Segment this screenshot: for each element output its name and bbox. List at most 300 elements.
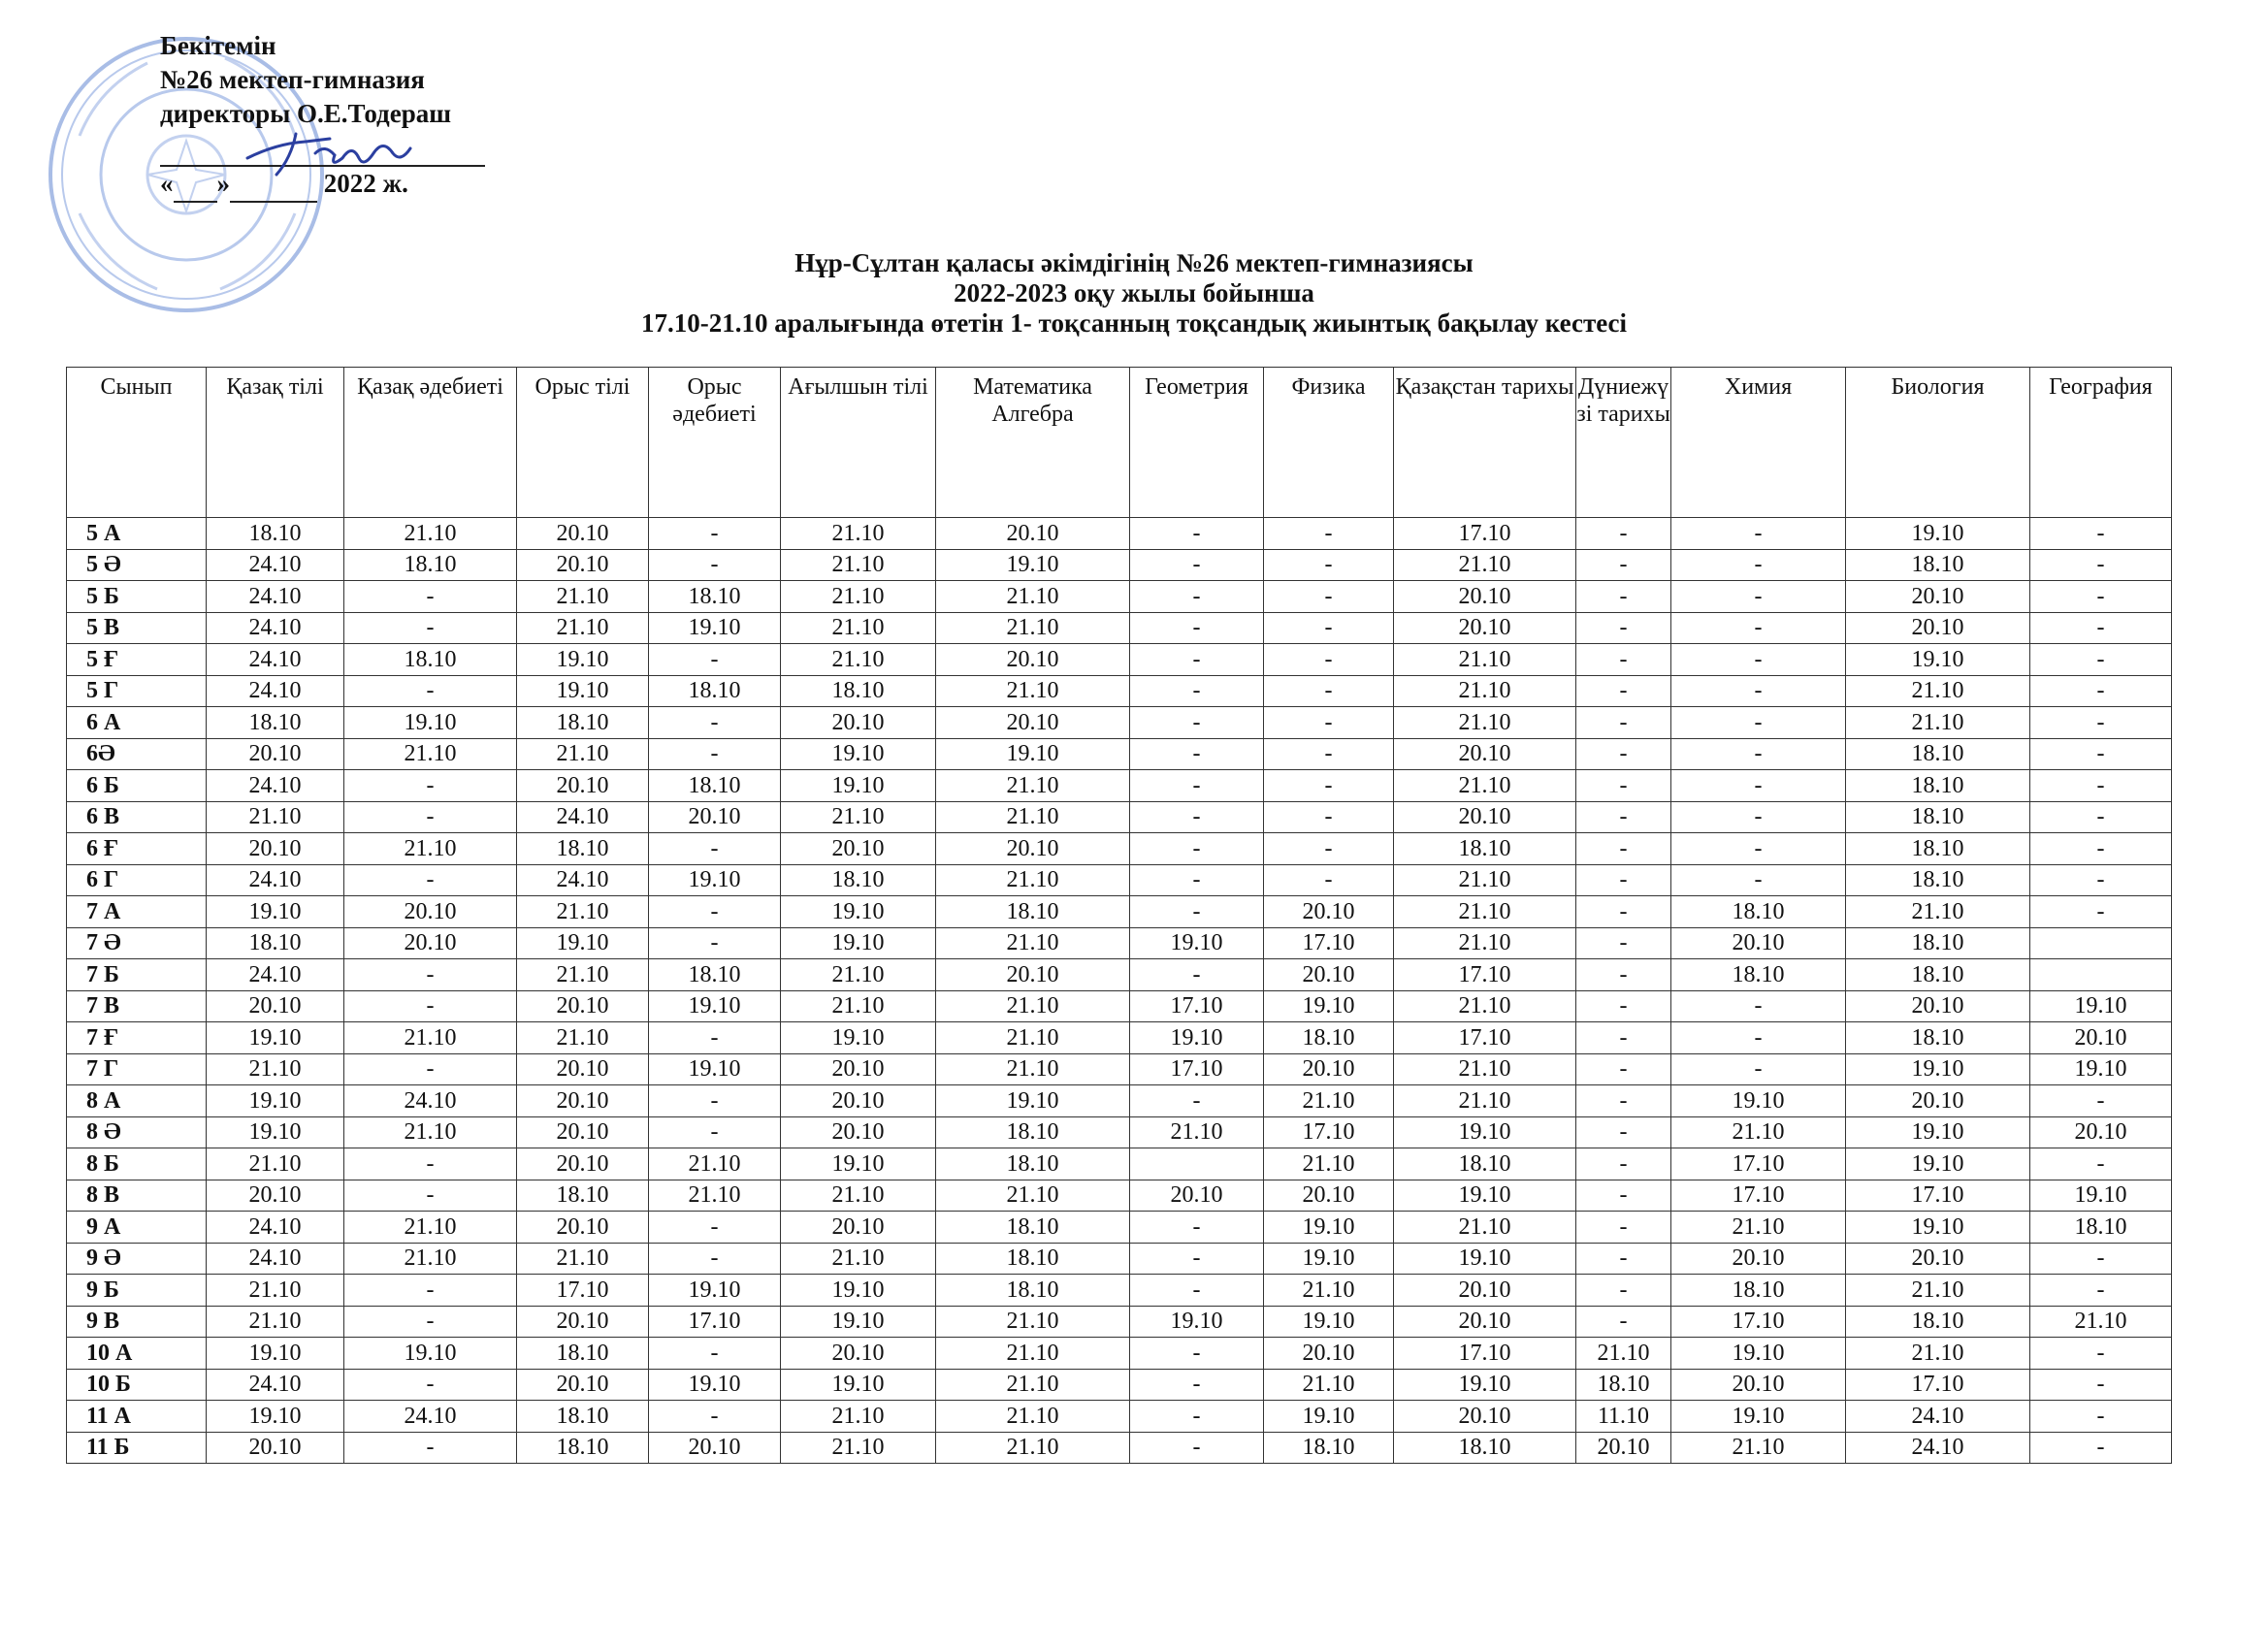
date-cell: 21.10 <box>781 959 936 991</box>
date-cell: 19.10 <box>1394 1369 1576 1401</box>
date-cell: 19.10 <box>1671 1338 1846 1370</box>
date-cell: - <box>1576 1148 1671 1180</box>
date-cell: 21.10 <box>1394 644 1576 676</box>
date-cell: 18.10 <box>1394 833 1576 865</box>
date-cell: - <box>1671 738 1846 770</box>
date-cell: 19.10 <box>1130 927 1264 959</box>
date-cell: 19.10 <box>781 770 936 802</box>
date-cell: 21.10 <box>2030 1306 2172 1338</box>
date-cell: 20.10 <box>517 1116 649 1148</box>
date-cell: - <box>1671 990 1846 1022</box>
date-cell: 24.10 <box>207 612 344 644</box>
date-cell: 21.10 <box>936 1306 1130 1338</box>
date-cell: - <box>649 707 781 739</box>
date-cell: - <box>1576 801 1671 833</box>
date-cell: 20.10 <box>649 801 781 833</box>
date-cell: - <box>1264 707 1394 739</box>
date-cell: 17.10 <box>1671 1148 1846 1180</box>
date-cell: 20.10 <box>1394 801 1576 833</box>
date-cell: - <box>2030 518 2172 550</box>
date-cell: 18.10 <box>1576 1369 1671 1401</box>
date-cell: 21.10 <box>1394 675 1576 707</box>
header-cell: Биология <box>1846 368 2030 518</box>
date-cell: 17.10 <box>1671 1180 1846 1212</box>
date-cell: 19.10 <box>781 1022 936 1054</box>
date-cell: 21.10 <box>936 1180 1130 1212</box>
date-cell: - <box>2030 644 2172 676</box>
date-cell: - <box>1264 549 1394 581</box>
date-cell: 24.10 <box>344 1401 517 1433</box>
title-line-3: 17.10-21.10 аралығында өтетін 1- тоқсанның тоқсандық жиынтық бақылау кестесі <box>640 308 1628 338</box>
class-name-cell: 9 А <box>67 1212 207 1244</box>
date-cell: 20.10 <box>1394 738 1576 770</box>
date-cell: - <box>1576 612 1671 644</box>
date-cell: 20.10 <box>517 990 649 1022</box>
header-cell: Математика Алгебра <box>936 368 1130 518</box>
date-cell: - <box>649 1085 781 1117</box>
date-cell: - <box>1264 833 1394 865</box>
date-cell: - <box>1264 675 1394 707</box>
date-cell: 19.10 <box>1846 518 2030 550</box>
date-cell: 19.10 <box>649 1275 781 1307</box>
date-cell: - <box>1671 1053 1846 1085</box>
date-cell: - <box>1576 707 1671 739</box>
class-name-cell: 11 Б <box>67 1432 207 1464</box>
date-cell: 20.10 <box>936 518 1130 550</box>
date-cell: 21.10 <box>517 896 649 928</box>
class-name-cell: 8 Ә <box>67 1116 207 1148</box>
date-cell: - <box>1671 675 1846 707</box>
date-cell: - <box>2030 864 2172 896</box>
date-cell: 19.10 <box>1394 1116 1576 1148</box>
date-cell: - <box>649 896 781 928</box>
date-cell: 18.10 <box>649 770 781 802</box>
class-name-cell: 6 Г <box>67 864 207 896</box>
date-cell: 17.10 <box>1394 959 1576 991</box>
date-cell: 17.10 <box>1671 1306 1846 1338</box>
date-cell <box>2030 927 2172 959</box>
date-cell: - <box>1130 770 1264 802</box>
date-cell: 19.10 <box>344 707 517 739</box>
date-cell: - <box>649 644 781 676</box>
date-cell: - <box>1671 581 1846 613</box>
date-cell: 21.10 <box>1130 1116 1264 1148</box>
date-cell: - <box>344 581 517 613</box>
date-cell: 21.10 <box>781 581 936 613</box>
date-cell: - <box>1671 1022 1846 1054</box>
header-cell: Орыс тілі <box>517 368 649 518</box>
date-cell: - <box>2030 738 2172 770</box>
date-cell: - <box>1576 1243 1671 1275</box>
date-cell: 20.10 <box>344 927 517 959</box>
date-cell: - <box>344 770 517 802</box>
table-row <box>67 1022 2172 1054</box>
date-cell: 21.10 <box>1846 1275 2030 1307</box>
table-header-row <box>67 368 2172 518</box>
table-row <box>67 1053 2172 1085</box>
class-name-cell: 9 Б <box>67 1275 207 1307</box>
class-name-cell: 7 Г <box>67 1053 207 1085</box>
date-cell: 21.10 <box>1671 1432 1846 1464</box>
date-cell: 18.10 <box>1846 833 2030 865</box>
date-cell: 17.10 <box>1394 518 1576 550</box>
date-cell: 19.10 <box>1394 1243 1576 1275</box>
date-cell: - <box>1576 770 1671 802</box>
date-cell: 18.10 <box>207 518 344 550</box>
date-cell: 18.10 <box>207 707 344 739</box>
date-cell: 21.10 <box>344 1116 517 1148</box>
date-cell: 18.10 <box>517 1432 649 1464</box>
date-cell: 19.10 <box>1264 1243 1394 1275</box>
class-name-cell: 6 Ғ <box>67 833 207 865</box>
header-cell: Дүниежүзі тарихы <box>1576 368 1671 518</box>
date-cell: 19.10 <box>2030 1053 2172 1085</box>
date-cell: - <box>2030 1401 2172 1433</box>
date-cell: - <box>1130 1338 1264 1370</box>
table-row <box>67 675 2172 707</box>
table-row <box>67 549 2172 581</box>
table-row <box>67 896 2172 928</box>
date-cell: - <box>1264 864 1394 896</box>
class-name-cell: 9 Ә <box>67 1243 207 1275</box>
date-cell: 21.10 <box>1846 896 2030 928</box>
date-cell: 18.10 <box>649 959 781 991</box>
class-name-cell: 6Ә <box>67 738 207 770</box>
date-cell: 18.10 <box>2030 1212 2172 1244</box>
date-cell: - <box>1576 644 1671 676</box>
class-name-cell: 8 А <box>67 1085 207 1117</box>
date-cell: 19.10 <box>207 896 344 928</box>
date-cell: 19.10 <box>1846 644 2030 676</box>
date-cell: 19.10 <box>781 1148 936 1180</box>
date-cell: 21.10 <box>517 959 649 991</box>
date-cell: - <box>1264 581 1394 613</box>
date-cell: - <box>649 738 781 770</box>
date-cell: - <box>1264 644 1394 676</box>
date-cell: - <box>1264 612 1394 644</box>
date-cell: 21.10 <box>344 738 517 770</box>
date-cell: 21.10 <box>207 1275 344 1307</box>
date-cell: 20.10 <box>936 833 1130 865</box>
date-cell: 21.10 <box>781 801 936 833</box>
class-name-cell: 5 Ғ <box>67 644 207 676</box>
date-cell: 18.10 <box>1671 959 1846 991</box>
date-cell: 24.10 <box>207 644 344 676</box>
date-cell: 21.10 <box>936 864 1130 896</box>
date-cell: - <box>1576 927 1671 959</box>
date-cell: 19.10 <box>207 1116 344 1148</box>
date-cell: 21.10 <box>1394 1085 1576 1117</box>
date-cell: 19.10 <box>207 1022 344 1054</box>
date-cell: 20.10 <box>1264 959 1394 991</box>
date-cell: 11.10 <box>1576 1401 1671 1433</box>
table-row <box>67 1432 2172 1464</box>
date-cell: - <box>1130 864 1264 896</box>
date-cell: 20.10 <box>517 770 649 802</box>
date-cell: 21.10 <box>1394 1212 1576 1244</box>
date-cell: 19.10 <box>1264 1306 1394 1338</box>
date-cell: 20.10 <box>1846 990 2030 1022</box>
date-cell: 21.10 <box>1394 770 1576 802</box>
class-name-cell: 7 А <box>67 896 207 928</box>
date-cell: 19.10 <box>344 1338 517 1370</box>
date-cell: 21.10 <box>1394 927 1576 959</box>
date-cell: 18.10 <box>781 675 936 707</box>
date-cell: 20.10 <box>1264 896 1394 928</box>
date-cell: 20.10 <box>517 1306 649 1338</box>
date-cell: 18.10 <box>1671 896 1846 928</box>
table-row <box>67 1338 2172 1370</box>
date-cell: - <box>1576 738 1671 770</box>
date-cell: - <box>649 1243 781 1275</box>
date-cell: 20.10 <box>1671 1369 1846 1401</box>
table-row <box>67 644 2172 676</box>
class-name-cell: 5 А <box>67 518 207 550</box>
document-title <box>0 248 2268 339</box>
class-name-cell: 7 Ғ <box>67 1022 207 1054</box>
date-cell: - <box>649 549 781 581</box>
date-cell: 21.10 <box>344 518 517 550</box>
date-cell: - <box>649 1022 781 1054</box>
date-cell: 21.10 <box>344 833 517 865</box>
date-cell: - <box>1576 518 1671 550</box>
date-cell: 21.10 <box>649 1180 781 1212</box>
date-cell: 20.10 <box>1264 1053 1394 1085</box>
date-cell: 18.10 <box>936 1212 1130 1244</box>
class-name-cell: 7 Б <box>67 959 207 991</box>
date-cell: 21.10 <box>936 1432 1130 1464</box>
date-cell: 21.10 <box>936 581 1130 613</box>
date-cell: - <box>1576 1053 1671 1085</box>
date-cell: 21.10 <box>936 1401 1130 1433</box>
date-cell: 19.10 <box>1130 1022 1264 1054</box>
date-cell: - <box>2030 896 2172 928</box>
date-cell: 20.10 <box>781 833 936 865</box>
table-row <box>67 1148 2172 1180</box>
date-cell: 21.10 <box>344 1212 517 1244</box>
date-cell: - <box>649 1401 781 1433</box>
date-cell: - <box>1130 518 1264 550</box>
date-cell: 21.10 <box>781 1180 936 1212</box>
date-cell: 24.10 <box>207 1243 344 1275</box>
date-cell: - <box>649 1338 781 1370</box>
date-cell: - <box>1130 1212 1264 1244</box>
date-cell: 20.10 <box>1394 1275 1576 1307</box>
date-cell: - <box>2030 675 2172 707</box>
date-cell: 20.10 <box>1846 612 2030 644</box>
class-name-cell: 8 В <box>67 1180 207 1212</box>
date-cell: - <box>1671 549 1846 581</box>
date-cell: 18.10 <box>1846 738 2030 770</box>
date-cell: 21.10 <box>781 518 936 550</box>
date-cell: 19.10 <box>781 1369 936 1401</box>
date-cell: - <box>344 959 517 991</box>
date-open-quote: « <box>160 169 174 198</box>
date-cell: - <box>1130 1085 1264 1117</box>
approval-line-1: Бекітемін <box>160 31 276 60</box>
date-cell: 18.10 <box>1846 927 2030 959</box>
date-cell: 18.10 <box>1846 549 2030 581</box>
date-cell: - <box>344 1369 517 1401</box>
date-cell: 21.10 <box>936 675 1130 707</box>
date-cell: - <box>1576 1180 1671 1212</box>
table-row <box>67 801 2172 833</box>
date-cell: 20.10 <box>649 1432 781 1464</box>
date-cell: 24.10 <box>207 675 344 707</box>
date-cell: 20.10 <box>517 1085 649 1117</box>
date-cell: 21.10 <box>207 1306 344 1338</box>
date-cell: 18.10 <box>936 1275 1130 1307</box>
date-cell: 20.10 <box>517 1212 649 1244</box>
date-cell: 18.10 <box>649 675 781 707</box>
date-cell: 20.10 <box>1394 1401 1576 1433</box>
date-cell: 21.10 <box>1264 1275 1394 1307</box>
date-cell: 21.10 <box>1394 864 1576 896</box>
date-cell: 18.10 <box>1846 770 2030 802</box>
date-cell: 20.10 <box>1671 1243 1846 1275</box>
class-name-cell: 6 Б <box>67 770 207 802</box>
date-cell: 20.10 <box>781 707 936 739</box>
date-cell: - <box>1264 738 1394 770</box>
table-row <box>67 927 2172 959</box>
class-name-cell: 6 А <box>67 707 207 739</box>
date-cell: 21.10 <box>1846 707 2030 739</box>
date-cell: - <box>1130 1401 1264 1433</box>
date-cell: - <box>2030 1243 2172 1275</box>
date-cell: 20.10 <box>1264 1338 1394 1370</box>
date-cell: 20.10 <box>781 1116 936 1148</box>
date-cell: 19.10 <box>936 1085 1130 1117</box>
date-cell: 24.10 <box>517 864 649 896</box>
date-cell: 21.10 <box>1394 990 1576 1022</box>
date-cell: 24.10 <box>344 1085 517 1117</box>
date-cell: 17.10 <box>1264 927 1394 959</box>
header-cell: Химия <box>1671 368 1846 518</box>
date-cell: 20.10 <box>781 1212 936 1244</box>
date-cell: 19.10 <box>649 990 781 1022</box>
date-cell: 19.10 <box>2030 1180 2172 1212</box>
date-cell: - <box>1576 896 1671 928</box>
date-cell: 18.10 <box>936 1148 1130 1180</box>
date-cell: 21.10 <box>1394 1053 1576 1085</box>
date-cell: 20.10 <box>781 1338 936 1370</box>
date-cell: 18.10 <box>517 707 649 739</box>
date-cell: - <box>1130 644 1264 676</box>
date-cell: - <box>1130 612 1264 644</box>
table-row <box>67 1275 2172 1307</box>
class-name-cell: 5 Ә <box>67 549 207 581</box>
date-cell: 18.10 <box>936 1116 1130 1148</box>
date-cell: 24.10 <box>207 1369 344 1401</box>
date-cell: 19.10 <box>649 864 781 896</box>
date-cell: 18.10 <box>517 833 649 865</box>
class-name-cell: 9 В <box>67 1306 207 1338</box>
date-cell: - <box>1130 707 1264 739</box>
header-cell: Орыс әдебиеті <box>649 368 781 518</box>
table-row <box>67 770 2172 802</box>
date-cell: - <box>1671 644 1846 676</box>
date-cell: 20.10 <box>1846 1243 2030 1275</box>
header-cell: География <box>2030 368 2172 518</box>
date-cell: 21.10 <box>1576 1338 1671 1370</box>
date-cell: 19.10 <box>936 549 1130 581</box>
date-cell: 20.10 <box>1130 1180 1264 1212</box>
approval-line-3: директоры О.Е.Тодераш <box>160 99 452 128</box>
date-cell: 17.10 <box>1130 1053 1264 1085</box>
table-row <box>67 1369 2172 1401</box>
date-cell: 19.10 <box>649 1369 781 1401</box>
date-cell: 18.10 <box>649 581 781 613</box>
date-cell: 21.10 <box>649 1148 781 1180</box>
table-row <box>67 1306 2172 1338</box>
date-year: 2022 ж. <box>317 169 408 198</box>
class-name-cell: 8 Б <box>67 1148 207 1180</box>
date-cell: 24.10 <box>207 549 344 581</box>
date-cell: 20.10 <box>517 549 649 581</box>
date-cell: 20.10 <box>936 644 1130 676</box>
date-cell: 20.10 <box>344 896 517 928</box>
date-cell: - <box>1576 833 1671 865</box>
date-cell: - <box>2030 707 2172 739</box>
table-row <box>67 1243 2172 1275</box>
date-cell: 21.10 <box>344 1243 517 1275</box>
date-cell: 21.10 <box>936 612 1130 644</box>
date-cell: 24.10 <box>1846 1432 2030 1464</box>
date-cell: 20.10 <box>936 707 1130 739</box>
date-cell: 19.10 <box>936 738 1130 770</box>
date-cell: 21.10 <box>517 612 649 644</box>
date-cell: - <box>1130 1432 1264 1464</box>
date-cell: 21.10 <box>936 770 1130 802</box>
date-cell: 21.10 <box>781 644 936 676</box>
class-name-cell: 5 Б <box>67 581 207 613</box>
class-name-cell: 6 В <box>67 801 207 833</box>
date-cell: - <box>1576 864 1671 896</box>
date-cell: - <box>1671 707 1846 739</box>
date-cell: 21.10 <box>207 801 344 833</box>
date-cell: 18.10 <box>1671 1275 1846 1307</box>
date-cell: 21.10 <box>936 1338 1130 1370</box>
date-cell: - <box>1130 896 1264 928</box>
date-cell: - <box>1671 518 1846 550</box>
date-cell: - <box>1576 549 1671 581</box>
date-cell: - <box>344 1306 517 1338</box>
date-cell: - <box>1576 581 1671 613</box>
date-cell: 20.10 <box>517 518 649 550</box>
class-name-cell: 7 Ә <box>67 927 207 959</box>
date-cell: - <box>1671 864 1846 896</box>
date-cell: 21.10 <box>1846 1338 2030 1370</box>
date-cell: 20.10 <box>207 1180 344 1212</box>
table-row <box>67 518 2172 550</box>
date-cell: - <box>344 801 517 833</box>
date-cell: 18.10 <box>1846 864 2030 896</box>
date-cell: 19.10 <box>1671 1085 1846 1117</box>
date-cell: - <box>1264 801 1394 833</box>
header-cell: Қазақ әдебиеті <box>344 368 517 518</box>
date-cell: 24.10 <box>207 864 344 896</box>
date-cell: 19.10 <box>2030 990 2172 1022</box>
date-cell: 20.10 <box>1394 612 1576 644</box>
date-cell: 21.10 <box>781 1401 936 1433</box>
header-cell: Геометрия <box>1130 368 1264 518</box>
date-cell: - <box>2030 1338 2172 1370</box>
class-name-cell: 10 Б <box>67 1369 207 1401</box>
date-cell: 21.10 <box>936 1369 1130 1401</box>
table-row <box>67 833 2172 865</box>
class-name-cell: 5 Г <box>67 675 207 707</box>
date-cell: - <box>2030 612 2172 644</box>
